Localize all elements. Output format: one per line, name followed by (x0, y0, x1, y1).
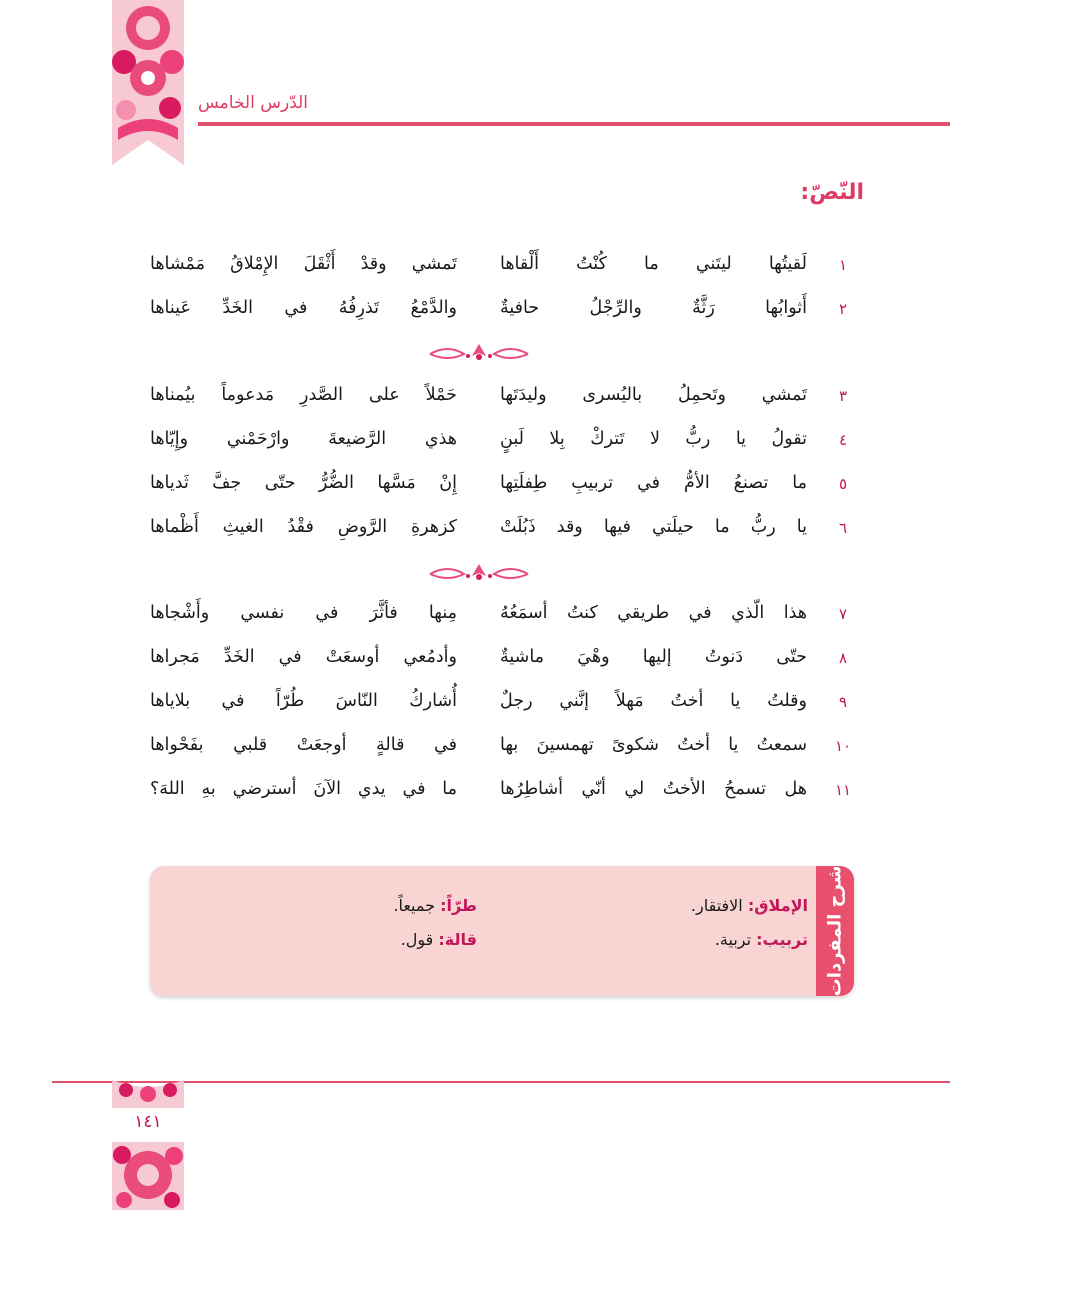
verse-first-hemistich: يا ربُّ ما حيلَتي فيها وقد ذَبُلَتْ (500, 517, 807, 537)
verse-number: ٦ (838, 519, 848, 537)
vocabulary-tab-label: شرح المفردات (824, 865, 846, 997)
verse-line-8 (140, 643, 855, 677)
vocab-term: قالة: (438, 930, 477, 949)
vocab-item-turran (393, 896, 477, 915)
verse-line-7 (140, 599, 855, 633)
verse-line-6 (140, 513, 855, 547)
footer-divider (52, 1081, 950, 1083)
verse-line-3 (140, 381, 855, 415)
verse-number: ٥ (838, 475, 848, 493)
verse-line-11 (140, 775, 855, 809)
vocab-term: طرّاً: (440, 896, 477, 915)
verse-number: ٨ (838, 649, 848, 667)
verse-number: ٣ (838, 387, 848, 405)
verse-first-hemistich: تَمشي وتَحمِلُ باليُسرى وليدَتَها (500, 385, 807, 405)
verse-second-hemistich: أُشاركُ النّاسَ طُرّاً في بلاياها (150, 691, 457, 711)
vocab-item-qala (401, 930, 477, 949)
verse-first-hemistich: سمعتُ يا أختُ شكوىً تهمسينَ بها (500, 735, 807, 755)
vocab-item-tarbib (715, 930, 808, 949)
page-number: ١٤١ (134, 1112, 162, 1132)
verse-number: ٤ (838, 431, 848, 449)
verse-line-10 (140, 731, 855, 765)
lesson-title: الدّرس الخامس (198, 93, 309, 113)
verse-line-4 (140, 425, 855, 459)
verse-number: ١١ (834, 781, 852, 799)
verse-first-hemistich: ما تصنعُ الأمُّ في تربيبِ طِفلَتِها (500, 473, 807, 493)
ornament-divider (428, 342, 530, 364)
verse-line-1 (140, 250, 855, 284)
vocab-meaning: تربية. (714, 930, 757, 949)
verse-first-hemistich: هذا الّذي في طريقي كنتُ أسمَعُهُ (500, 603, 807, 623)
vocabulary-tab (816, 866, 854, 996)
verse-second-hemistich: إِنْ مَسَّها الضُّرُّ حتّى جفَّ ثَدياها (150, 473, 457, 493)
verse-number: ١٠ (834, 737, 852, 755)
verse-second-hemistich: وأدمُعي أوسعَتْ في الخَدِّ مَجراها (150, 647, 457, 667)
section-title: النّصّ: (800, 180, 864, 205)
vocab-meaning: جميعاً. (393, 896, 441, 915)
vocab-meaning: قول. (400, 930, 439, 949)
verse-first-hemistich: حتّى دَنوتُ إليها وهْيَ ماشيةٌ (500, 647, 807, 667)
decorative-ribbon-bottom (112, 1080, 184, 1210)
vocab-item-imlaq (691, 896, 808, 915)
verse-second-hemistich: كزهرةِ الرَّوضِ فقْدُ الغيثِ أَظْماها (150, 517, 457, 537)
verse-number: ٧ (838, 605, 848, 623)
verse-number: ٢ (838, 300, 848, 318)
vocab-term: تربيب: (756, 930, 808, 949)
verse-first-hemistich: هل تسمحُ الأختُ لي أنّي أشاطِرُها (500, 779, 807, 799)
verse-number: ٩ (838, 693, 848, 711)
verse-second-hemistich: تَمشي وقدْ أَثْقَلَ الإِمْلاقُ مَمْشاها (150, 254, 457, 274)
verse-second-hemistich: مِنها فأثَّرَ في نفسي وأَشْجاها (150, 603, 457, 623)
verse-first-hemistich: تقولُ يا ربُّ لا تَتركْ بِلا لَبنٍ (500, 429, 807, 449)
vocab-meaning: الافتقار. (690, 896, 748, 915)
verse-second-hemistich: حَمْلاً على الصَّدرِ مَدعوماً بيُمناها (150, 385, 457, 405)
decorative-ribbon-top (112, 0, 184, 170)
verse-second-hemistich: ما في يدي الآنَ أسترضي بهِ اللهَ؟ (150, 779, 457, 799)
verse-line-9 (140, 687, 855, 721)
verse-first-hemistich: وقلتُ يا أختُ مَهلاً إنَّني رجلٌ (500, 691, 807, 711)
verse-number: ١ (838, 256, 848, 274)
verse-first-hemistich: لَقيتُها ليتَني ما كُنْتُ أَلْقاها (500, 254, 807, 274)
verse-first-hemistich: أَثوابُها رَثَّةٌ والرِّجْلُ حافيةٌ (500, 298, 807, 318)
ornament-divider (428, 562, 530, 584)
verse-second-hemistich: هذي الرَّضيعةَ وارْحَمْني وإِيّاها (150, 429, 457, 449)
verse-line-2 (140, 294, 855, 328)
vocab-term: الإملاق: (747, 896, 808, 915)
verse-second-hemistich: والدَّمْعُ تَذرِفُهُ في الخَدِّ عَيناها (150, 298, 457, 318)
verse-second-hemistich: في قالةٍ أوجعَتْ قلبي بفَحْواها (150, 735, 457, 755)
verse-line-5 (140, 469, 855, 503)
header-divider (198, 122, 950, 126)
